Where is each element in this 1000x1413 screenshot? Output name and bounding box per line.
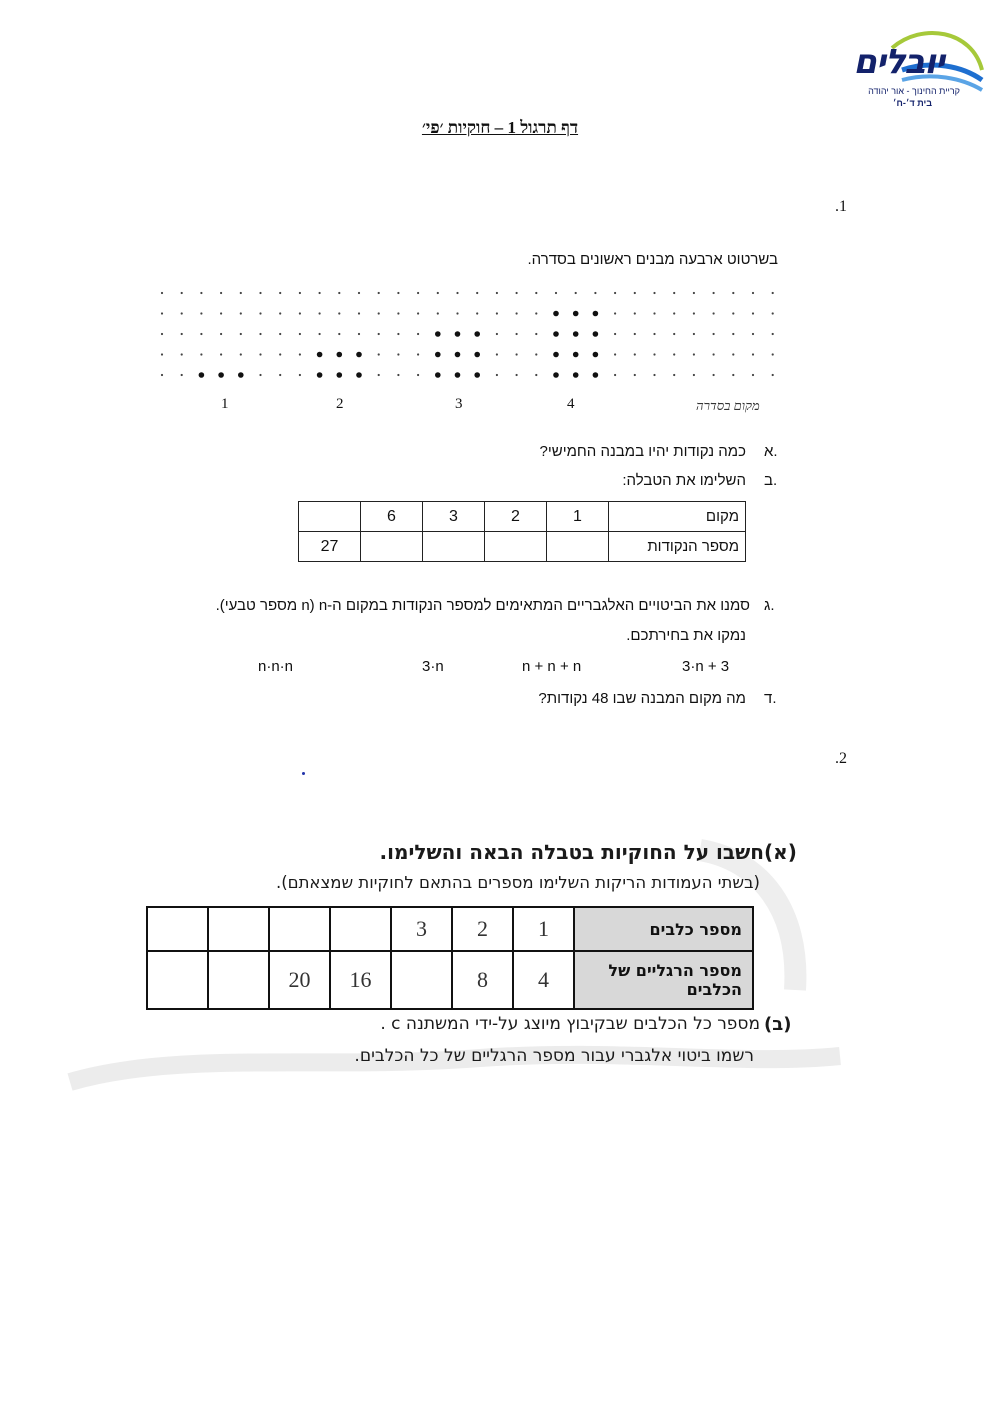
structure-dot (317, 352, 323, 358)
q2-table-cell-empty[interactable] (391, 951, 452, 1009)
q1-c-text: סמנו את הביטויים האלגבריים המתאימים למספר הנקודות במקום ה-n (n מספר טבעי). (215, 597, 750, 614)
grid-dot (279, 353, 281, 355)
grid-dot (220, 333, 222, 335)
structure-dot (553, 331, 559, 337)
grid-dot (279, 312, 281, 314)
grid-dot (653, 333, 655, 335)
grid-dot (516, 312, 518, 314)
q2-a-label: (א) (764, 840, 797, 864)
grid-dot (200, 353, 202, 355)
grid-dot (614, 333, 616, 335)
structure-dot (593, 372, 599, 378)
q2-b-label: (ב) (764, 1014, 792, 1035)
grid-dot (516, 333, 518, 335)
q2-table-row-dogs (147, 907, 753, 951)
grid-dot (732, 333, 734, 335)
q2-table-cell: 2 (452, 907, 513, 951)
grid-dot (496, 312, 498, 314)
grid-dot (417, 353, 419, 355)
grid-dot (535, 374, 537, 376)
q1-table-header-position: מקום (609, 502, 746, 532)
structure-dot (238, 372, 244, 378)
grid-dot (752, 333, 754, 335)
q2-table-row-legs (147, 951, 753, 1009)
grid-dot (161, 353, 163, 355)
grid-dot (279, 292, 281, 294)
structure-dot (356, 372, 362, 378)
grid-dot (516, 353, 518, 355)
grid-dot (161, 312, 163, 314)
q1-table-row-position (299, 502, 746, 532)
grid-dot (338, 292, 340, 294)
grid-dot (693, 312, 695, 314)
q1-b-label: ב. (764, 472, 778, 489)
grid-dot (319, 292, 321, 294)
structure-dot (474, 372, 480, 378)
grid-dot (279, 374, 281, 376)
stray-dot (302, 772, 305, 775)
q1-table-cell-empty[interactable] (299, 502, 361, 532)
q2-b-text-2: רשמו ביטוי אלגברי עבור מספר הרגליים של כל הכלבים. (354, 1046, 754, 1066)
structure-dot (337, 372, 343, 378)
structure-dot (553, 311, 559, 317)
structure-dot (573, 311, 579, 317)
grid-dot (634, 374, 636, 376)
structure-dot (593, 331, 599, 337)
structure-dot (593, 311, 599, 317)
grid-dot (673, 312, 675, 314)
grid-dot (713, 333, 715, 335)
grid-dot (338, 333, 340, 335)
grid-dot (693, 292, 695, 294)
grid-dot (713, 374, 715, 376)
grid-dot (772, 292, 774, 294)
structure-dot (553, 352, 559, 358)
structure-dot (337, 352, 343, 358)
grid-dot (614, 292, 616, 294)
structure-dot (356, 352, 362, 358)
grid-dot (378, 353, 380, 355)
q1-b-text: השלימו את הטבלה: (622, 472, 746, 489)
grid-dot (437, 292, 439, 294)
grid-dot (378, 292, 380, 294)
grid-dot (496, 333, 498, 335)
grid-dot (378, 333, 380, 335)
grid-dot (259, 333, 261, 335)
q1-table-row-dots (299, 532, 746, 562)
grid-dot (259, 374, 261, 376)
q2-a-text: חשבו על החוקיות בטבלה הבאה והשלימו. (379, 840, 764, 864)
grid-dot (240, 292, 242, 294)
grid-dot (397, 312, 399, 314)
grid-dot (693, 353, 695, 355)
grid-dot (752, 353, 754, 355)
question-number-2: .2 (835, 750, 847, 767)
grid-dot (496, 353, 498, 355)
grid-dot (299, 333, 301, 335)
q2-table-cell-empty[interactable] (269, 907, 330, 951)
structure-dot (455, 331, 461, 337)
q1-d-label: ד. (764, 690, 777, 707)
grid-dot (653, 292, 655, 294)
structure-dot (199, 372, 205, 378)
q1-table-cell: 1 (547, 502, 609, 532)
grid-dot (417, 333, 419, 335)
q1-table-header-dots: מספר הנקודות (609, 532, 746, 562)
grid-dot (378, 374, 380, 376)
grid-dot (713, 312, 715, 314)
grid-dot (752, 292, 754, 294)
question-number-1: .1 (835, 198, 847, 215)
structure-dot (573, 331, 579, 337)
structure-dot (455, 372, 461, 378)
grid-dot (358, 333, 360, 335)
q1-c-label: ג. (764, 597, 775, 614)
grid-dot (259, 292, 261, 294)
grid-dot (417, 292, 419, 294)
structure-dot (317, 372, 323, 378)
grid-dot (673, 333, 675, 335)
figure-label-2: 2 (336, 396, 344, 412)
grid-dot (181, 292, 183, 294)
grid-dot (358, 292, 360, 294)
grid-dot (181, 312, 183, 314)
q2-table-cell: 20 (269, 951, 330, 1009)
grid-dot (693, 374, 695, 376)
expression-option[interactable]: 3·n (422, 658, 444, 675)
grid-dot (279, 333, 281, 335)
dot-pattern-figure (150, 283, 790, 418)
grid-dot (713, 292, 715, 294)
grid-dot (713, 353, 715, 355)
q2-table-cell-empty[interactable] (208, 907, 269, 951)
grid-dot (575, 292, 577, 294)
grid-dot (240, 312, 242, 314)
q1-table-cell-empty[interactable] (547, 532, 609, 562)
figure-label-3: 3 (455, 396, 463, 412)
grid-dot (161, 292, 163, 294)
structure-dot (553, 372, 559, 378)
grid-dot (653, 353, 655, 355)
grid-dot (634, 312, 636, 314)
grid-dot (752, 312, 754, 314)
grid-dot (516, 292, 518, 294)
grid-dot (555, 292, 557, 294)
expression-option[interactable]: n·n·n (258, 658, 294, 675)
grid-dot (535, 312, 537, 314)
grid-dot (653, 374, 655, 376)
grid-dot (772, 333, 774, 335)
grid-dot (319, 333, 321, 335)
position-caption: מקום בסדרה (696, 398, 760, 413)
q1-table-cell-empty[interactable] (485, 532, 547, 562)
q1-table-cell: 6 (361, 502, 423, 532)
grid-dot (240, 333, 242, 335)
q2-b-text: מספר כל הכלבים שבקיבוץ מיוצג על-ידי המשתנה c . (380, 1014, 760, 1034)
grid-dot (417, 312, 419, 314)
structure-dot (593, 352, 599, 358)
grid-dot (732, 374, 734, 376)
grid-dot (220, 292, 222, 294)
q1-c-text-2: נמקו את בחירתכם. (626, 627, 746, 644)
grid-dot (634, 292, 636, 294)
grid-dot (299, 312, 301, 314)
q2-a-note: (בשתי העמודות הריקות השלימו מספרים בהתאם לחוקיות שמצאתם). (275, 873, 760, 892)
grid-dot (456, 292, 458, 294)
q2-table-header-dogs: מספר כלבים (574, 907, 753, 951)
grid-dot (535, 353, 537, 355)
logo-wordmark: יובלים (853, 42, 944, 82)
grid-dot (358, 312, 360, 314)
structure-dot (435, 331, 441, 337)
grid-dot (516, 374, 518, 376)
structure-dot (435, 372, 441, 378)
grid-dot (200, 333, 202, 335)
grid-dot (181, 333, 183, 335)
grid-dot (732, 312, 734, 314)
grid-dot (594, 292, 596, 294)
figure-label-4: 4 (567, 396, 575, 412)
structure-dot (474, 331, 480, 337)
grid-dot (535, 292, 537, 294)
structure-dot (435, 352, 441, 358)
grid-dot (752, 374, 754, 376)
grid-dot (673, 374, 675, 376)
grid-dot (161, 374, 163, 376)
grid-dot (240, 353, 242, 355)
grid-dot (417, 374, 419, 376)
grid-dot (673, 353, 675, 355)
q2-table-cell: 3 (391, 907, 452, 951)
grid-dot (397, 374, 399, 376)
grid-dot (397, 353, 399, 355)
grid-dot (693, 333, 695, 335)
grid-dot (653, 312, 655, 314)
grid-dot (772, 374, 774, 376)
grid-dot (259, 312, 261, 314)
grid-dot (496, 292, 498, 294)
grid-dot (673, 292, 675, 294)
grid-dot (181, 374, 183, 376)
grid-dot (535, 333, 537, 335)
q1-a-text: כמה נקודות יהיו במבנה החמישי? (539, 443, 746, 460)
structure-dot (573, 352, 579, 358)
q2-table-cell: 8 (452, 951, 513, 1009)
q2-table-cell-empty[interactable] (330, 907, 391, 951)
q2-table-cell-empty[interactable] (208, 951, 269, 1009)
grid-dot (299, 353, 301, 355)
grid-dot (634, 333, 636, 335)
grid-dot (614, 374, 616, 376)
grid-dot (259, 353, 261, 355)
structure-dot (474, 352, 480, 358)
grid-dot (456, 312, 458, 314)
expression-option[interactable]: 3·n + 3 (682, 658, 730, 675)
q1-table (298, 501, 746, 562)
grid-dot (378, 312, 380, 314)
q2-table-cell-empty[interactable] (147, 907, 208, 951)
expression-option[interactable]: n + n + n (522, 658, 582, 675)
grid-dot (772, 353, 774, 355)
grid-dot (319, 312, 321, 314)
grid-dot (732, 353, 734, 355)
grid-dot (181, 353, 183, 355)
q2-table-header-legs: מספר הרגליים של הכלבים (574, 951, 753, 1009)
q1-intro: בשרטוט ארבעה מבנים ראשונים בסדרה. (527, 251, 778, 268)
q2-table (146, 906, 754, 1010)
q1-table-cell-empty[interactable] (361, 532, 423, 562)
q1-a-label: א. (764, 443, 778, 460)
grid-dot (614, 353, 616, 355)
page-title: דף תרגול 1 – חוקיות ׳פי׳ (421, 118, 579, 137)
grid-dot (476, 312, 478, 314)
structure-dot (573, 372, 579, 378)
grid-dot (614, 312, 616, 314)
grid-dot (299, 292, 301, 294)
grid-dot (397, 292, 399, 294)
grid-dot (476, 292, 478, 294)
q2-table-cell: 4 (513, 951, 574, 1009)
grid-dot (220, 312, 222, 314)
grid-dot (299, 374, 301, 376)
grid-dot (200, 312, 202, 314)
structure-dot (455, 352, 461, 358)
grid-dot (634, 353, 636, 355)
grid-dot (732, 292, 734, 294)
figure-label-1: 1 (221, 396, 229, 412)
school-logo (832, 30, 984, 112)
logo-subtitle-2: בית ד׳-ח׳ (892, 98, 932, 108)
q1-table-cell: 27 (299, 532, 361, 562)
grid-dot (200, 292, 202, 294)
grid-dot (220, 353, 222, 355)
logo-subtitle: קריית החינוך - אור יהודה (868, 86, 960, 96)
q1-d-text: מה מקום המבנה שבו 48 נקודות? (538, 690, 746, 707)
q2-table-cell: 16 (330, 951, 391, 1009)
q2-table-cell-empty[interactable] (147, 951, 208, 1009)
q1-table-cell: 2 (485, 502, 547, 532)
structure-dot (218, 372, 224, 378)
grid-dot (161, 333, 163, 335)
q1-table-cell-empty[interactable] (423, 532, 485, 562)
grid-dot (772, 312, 774, 314)
grid-dot (496, 374, 498, 376)
grid-dot (338, 312, 340, 314)
grid-dot (397, 333, 399, 335)
grid-dot (437, 312, 439, 314)
q2-table-cell: 1 (513, 907, 574, 951)
q1-table-cell: 3 (423, 502, 485, 532)
